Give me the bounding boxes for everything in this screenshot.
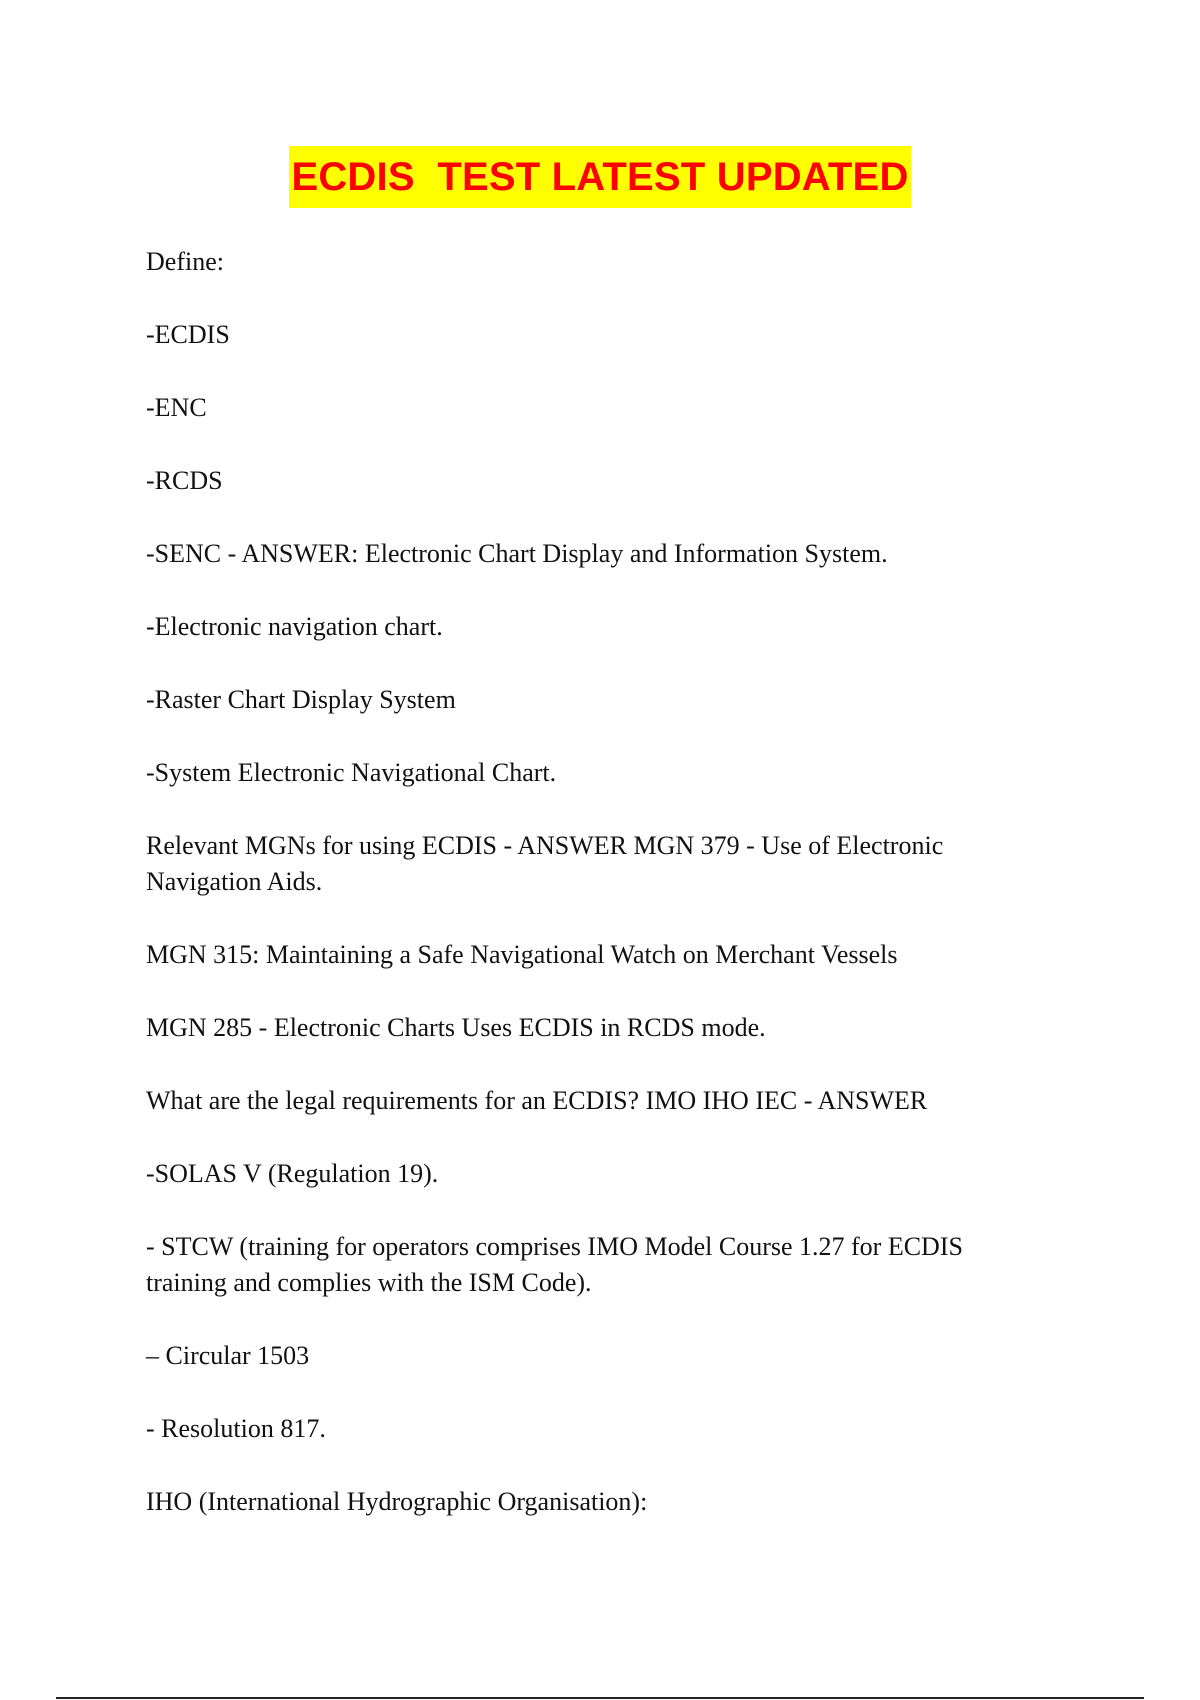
paragraph-raster-chart: -Raster Chart Display System [146,685,456,714]
paragraph-legal-requirements: What are the legal requirements for an ECDIS? IMO IHO IEC - ANSWER [146,1086,928,1115]
paragraph-rcds: -RCDS [146,466,223,495]
paragraph-iho: IHO (International Hydrographic Organisation): [146,1487,648,1516]
paragraph-circular: – Circular 1503 [146,1341,310,1370]
paragraph-solas: -SOLAS V (Regulation 19). [146,1159,439,1188]
paragraph-system-enc: -System Electronic Navigational Chart. [146,758,557,787]
paragraph-ecdis: -ECDIS [146,320,230,349]
paragraph-resolution: - Resolution 817. [146,1414,326,1443]
paragraph-senc-answer: -SENC - ANSWER: Electronic Chart Display and Information System. [146,539,888,568]
paragraph-relevant-mgns: Relevant MGNs for using ECDIS - ANSWER MGN 379 - Use of Electronic Navigation Aids. [146,831,944,896]
paragraph-mgn-285: MGN 285 - Electronic Charts Uses ECDIS in RCDS mode. [146,1013,766,1042]
document-title: ECDIS TEST LATEST UPDATED [289,146,910,208]
footer-divider [56,1697,1144,1699]
paragraph-stcw: - STCW (training for operators comprises IMO Model Course 1.27 for ECDIS training and complies with the ISM Code). [146,1232,963,1297]
paragraph-electronic-navigation-chart: -Electronic navigation chart. [146,612,443,641]
paragraph-mgn-315: MGN 315: Maintaining a Safe Navigational Watch on Merchant Vessels [146,940,898,969]
paragraph-enc: -ENC [146,393,207,422]
title-container [0,146,1200,208]
paragraph-define: Define: [146,247,224,276]
document-body [146,244,1046,1557]
